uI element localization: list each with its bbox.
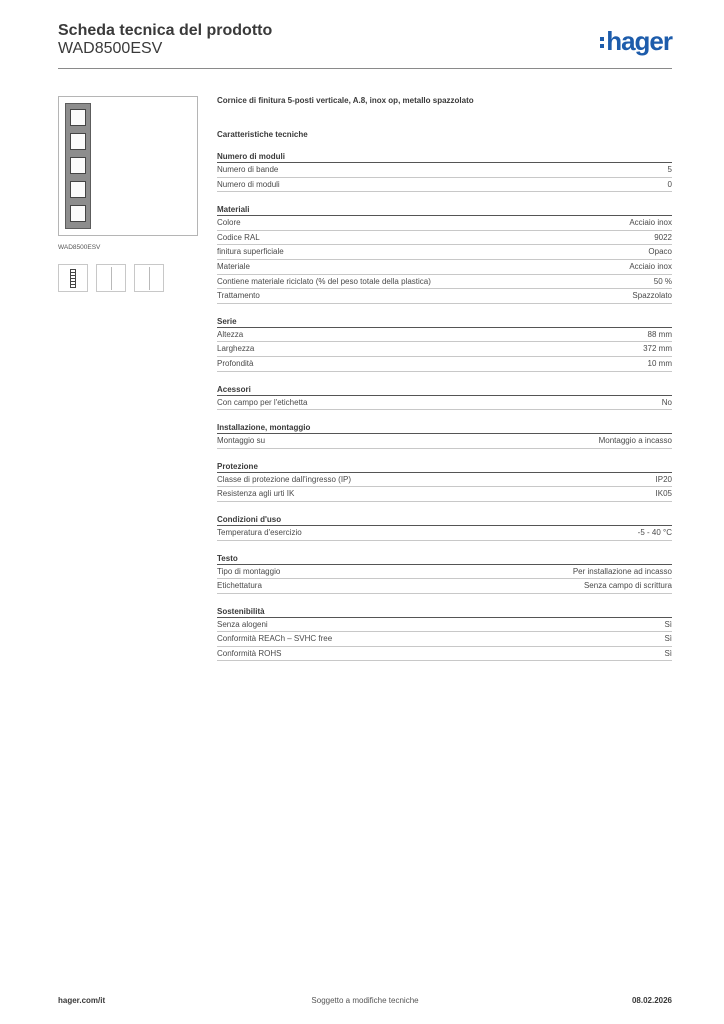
frame-side-icon [111, 267, 112, 290]
spec-value: Opaco [648, 247, 672, 257]
spec-groups [217, 151, 672, 661]
footer-notice: Soggetto a modifiche tecniche [311, 996, 419, 1005]
spec-row [217, 275, 672, 290]
spec-row [217, 526, 672, 541]
spec-label: Codice RAL [217, 232, 260, 242]
spec-row [217, 216, 672, 231]
product-image [58, 96, 198, 236]
spec-row [217, 178, 672, 193]
spec-value: Per installazione ad incasso [572, 566, 672, 576]
spec-label: Numero di moduli [217, 179, 280, 189]
frame-slot [70, 157, 86, 174]
spec-row [217, 565, 672, 580]
spec-group [217, 384, 672, 411]
spec-label: Conformità REACh – SVHC free [217, 634, 333, 644]
spec-row [217, 579, 672, 594]
thumbnail-profile[interactable] [134, 264, 164, 292]
section-title: Caratteristiche tecniche [217, 130, 308, 139]
spec-value: Acciaio inox [629, 261, 672, 271]
spec-group-title: Testo [217, 553, 672, 565]
frame-front-icon [70, 269, 76, 288]
logo-text: hager [606, 26, 672, 56]
page-header [58, 22, 672, 69]
spec-value: -5 - 40 °C [637, 527, 672, 537]
spec-label: Contiene materiale riciclato (% del peso totale della plastica) [217, 276, 431, 286]
spec-row [217, 328, 672, 343]
spec-row [217, 289, 672, 304]
spec-group [217, 151, 672, 192]
spec-row [217, 245, 672, 260]
spec-row [217, 618, 672, 633]
spec-label: Altezza [217, 329, 244, 339]
spec-group-title: Materiali [217, 204, 672, 216]
spec-label: Numero di bande [217, 165, 279, 174]
spec-value: Sì [664, 619, 672, 629]
spec-row [217, 647, 672, 662]
spec-value: 372 mm [643, 344, 672, 354]
spec-value: Spazzolato [632, 291, 672, 301]
spec-value: Acciaio inox [629, 218, 672, 228]
spec-group-title: Acessori [217, 384, 672, 396]
spec-value: IK05 [655, 489, 672, 499]
product-code: WAD8500ESV [58, 40, 163, 57]
spec-label: Larghezza [217, 344, 255, 354]
spec-value: 10 mm [647, 358, 672, 368]
footer-website[interactable]: hager.com/it [58, 996, 106, 1005]
spec-label: Materiale [217, 261, 250, 271]
thumbnail-front[interactable] [58, 264, 88, 292]
spec-row [217, 632, 672, 647]
footer-date: 08.02.2026 [631, 996, 672, 1005]
specifications [217, 96, 672, 661]
spec-label: Profondità [217, 358, 254, 368]
frame-slot [70, 181, 86, 198]
spec-group [217, 606, 672, 662]
spec-group-title: Condizioni d'uso [217, 514, 672, 526]
spec-group-title: Serie [217, 316, 672, 328]
spec-value: IP20 [655, 474, 672, 484]
spec-row [217, 260, 672, 275]
spec-row [217, 231, 672, 246]
spec-group [217, 204, 672, 304]
spec-group-title: Protezione [217, 461, 672, 473]
spec-row [217, 396, 672, 411]
hager-logo [600, 28, 672, 54]
spec-group [217, 316, 672, 372]
frame-profile-icon [149, 267, 150, 290]
spec-row [217, 473, 672, 488]
spec-label: Resistenza agli urti IK [217, 489, 295, 499]
spec-group [217, 553, 672, 594]
thumbnail-side[interactable] [96, 264, 126, 292]
spec-value: 50 % [653, 276, 672, 286]
spec-label: Con campo per l'etichetta [217, 397, 308, 407]
spec-group-title: Sostenibilità [217, 606, 672, 618]
spec-row [217, 487, 672, 502]
spec-group [217, 422, 672, 449]
spec-row [217, 163, 672, 178]
spec-row [217, 357, 672, 372]
spec-label: Classe di protezione dall'ingresso (IP) [217, 474, 352, 484]
frame-illustration [65, 103, 91, 229]
frame-slot [70, 109, 86, 126]
spec-value: 9022 [654, 232, 672, 242]
spec-group-title: Numero di moduli [217, 151, 672, 163]
spec-value: Montaggio a incasso [598, 436, 672, 446]
spec-label: Etichettatura [217, 581, 262, 591]
image-caption: WAD8500ESV [58, 244, 101, 251]
spec-value: Sì [664, 634, 672, 644]
spec-value: 88 mm [647, 329, 672, 339]
spec-label: Senza alogeni [217, 619, 268, 629]
document-title: Scheda tecnica del prodotto [58, 22, 273, 39]
frame-slot [70, 133, 86, 150]
product-description: Cornice di finitura 5-posti verticale, A.8, inox op, metallo spazzolato [217, 96, 474, 105]
spec-group-title: Installazione, montaggio [217, 422, 672, 434]
spec-row [217, 434, 672, 449]
spec-value: 0 [667, 179, 672, 189]
spec-label: finitura superficiale [217, 247, 284, 257]
product-visuals [58, 96, 198, 292]
spec-row [217, 342, 672, 357]
spec-label: Tipo di montaggio [217, 566, 281, 576]
spec-group [217, 461, 672, 502]
spec-label: Conformità ROHS [217, 648, 282, 658]
spec-value: No [661, 397, 672, 407]
spec-group [217, 514, 672, 541]
logo-dots-icon [600, 37, 604, 48]
spec-label: Colore [217, 218, 241, 228]
spec-label: Montaggio su [217, 436, 266, 446]
spec-value: 5 [667, 165, 672, 174]
spec-value: Senza campo di scrittura [583, 581, 672, 591]
frame-slot [70, 205, 86, 222]
thumbnail-strip [58, 264, 198, 292]
spec-label: Trattamento [217, 291, 260, 301]
spec-label: Temperatura d'esercizio [217, 527, 302, 537]
spec-value: Sì [664, 648, 672, 658]
